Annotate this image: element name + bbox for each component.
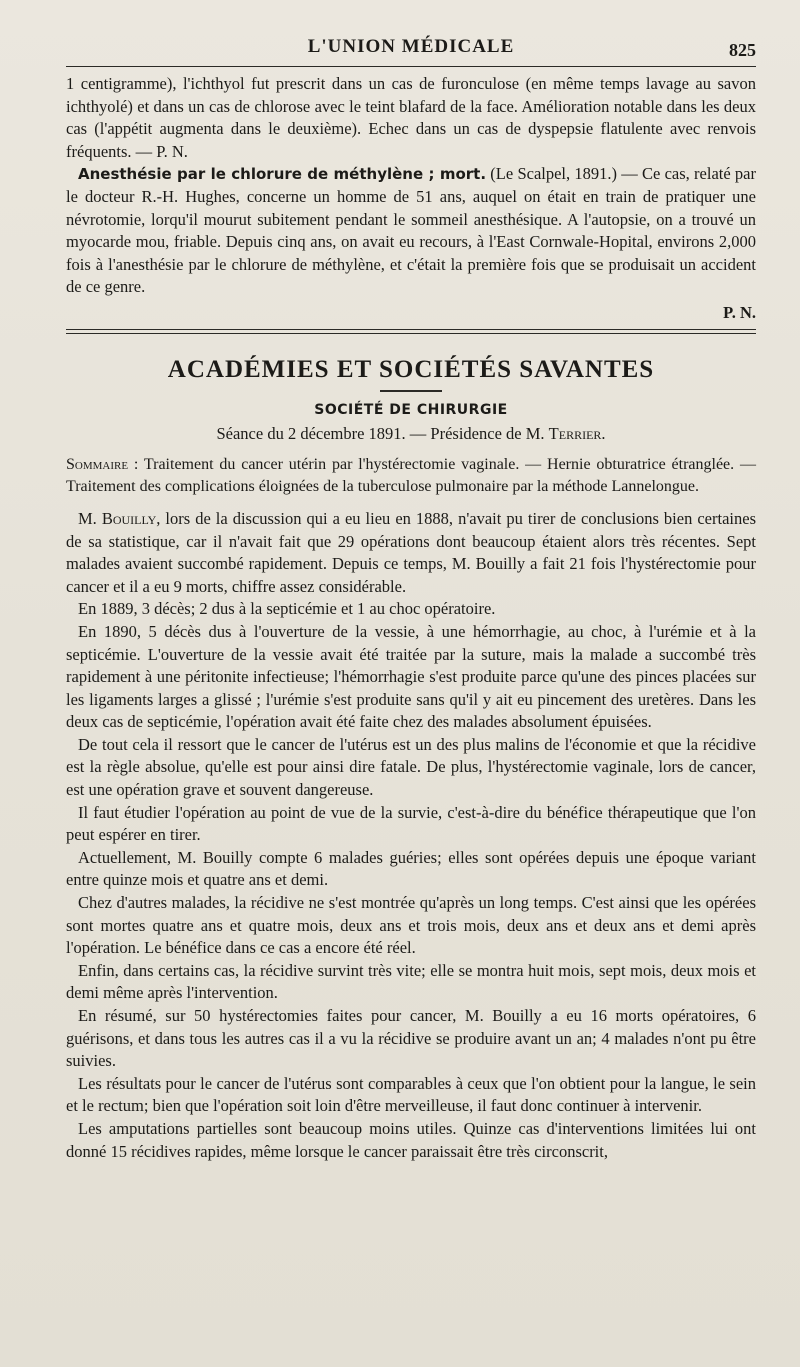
body-paragraph-1 [66, 508, 756, 598]
ichthyol-paragraph: 1 centigramme), l'ichthyol fut prescrit dans un cas de furonculose (en même temps lavage au savon ichthyolé) et dans un cas de chlorose avec le teint blafard de la face. Amélioration notable dans les deux cas (l'appétit augmenta dans le deuxième). Echec dans un cas de dyspepsie flatulente avec renvois fréquents. — P. N. [66, 74, 756, 161]
section-title: ACADÉMIES ET SOCIÉTÉS SAVANTES [167, 355, 655, 383]
anesthesia-text: (Le Scalpel, 1891.) — Ce cas, relaté par le docteur R.-H. Hughes, concerne un homme de 51 ans, auquel on était en train de pratiquer une névrotomie, lorqu'il mourut subitement pendant le sommeil anesthésique. A l'autopsie, on a trouvé un myocarde mou, friable. Depuis cinq ans, on avait eu recours, à l'East Cornwale-Hopital, environs 2,000 fois à l'anesthésie par le chlorure de méthylène, et c'était la première fois que se produisait un accident de ce genre. [66, 164, 756, 297]
page-number: 825 [729, 40, 756, 60]
body-paragraph-3: En 1890, 5 décès dus à l'ouverture de la vessie, à une hémorrhagie, au choc, à l'urémie et à la septicémie. L'ouverture de la vessie avait été traitée par la suture, mais la malade a succombé très rapidement à une péritonite infectieuse; l'hémorrhagie s'est produite parce qu'une des pinces placées sur les ligaments larges a glissé ; l'urémie s'est produite sans qu'il y ait eu pincement des uretères. Dans les deux cas de septicémie, l'opération avait été faite chez des malades absolument épuisées. [66, 621, 756, 732]
body-paragraph-4: De tout cela il ressort que le cancer de l'utérus est un des plus malins de l'économie et que la récidive est la règle absolue, qu'elle est pour ainsi dire fatale. De plus, l'hystérectomie vaginale, lors de cancer, est une opération grave et souvent dangereuse. [66, 734, 756, 800]
society-name: SOCIÉTÉ DE CHIRURGIE [314, 401, 508, 418]
body-paragraph-1-text: , lors de la discussion qui a eu lieu en 1888, n'avait pu tirer de conclusions bien certaines de sa statistique, car il n'avait fait que 29 opérations dont beaucoup étaient alors très récentes. Sept malades avaient succombé rapidement. Depuis ce temps, M. Bouilly a fait 21 fois l'hystérectomie pour cancer et il a eu 9 morts, chiffre assez considérable. [66, 508, 756, 596]
body-paragraph-8: Enfin, dans certains cas, la récidive survint très vite; elle se montra huit mois, sept mois, deux mois et demi même après l'intervention. [66, 960, 756, 1003]
signature: P. N. [723, 302, 756, 322]
page-header [66, 28, 756, 62]
header-rule [66, 66, 756, 67]
session-text: Séance du 2 décembre 1891. — Présidence de M. [216, 423, 549, 443]
anesthesia-paragraph [66, 163, 756, 299]
body-paragraph-6: Actuellement, M. Bouilly compte 6 malades guéries; elles sont opérées depuis une époque variant entre quinze mois et quatre ans et demi. [66, 847, 756, 890]
title-rule [380, 390, 442, 392]
summary-text: : Traitement du cancer utérin par l'hystérectomie vaginale. — Hernie obturatrice étranglée. — Traitement des complications éloignées de la tuberculose pulmonaire par la méthode Lannelongue. [66, 455, 756, 495]
body-paragraph-9: En résumé, sur 50 hystérectomies faites pour cancer, M. Bouilly a eu 16 morts opératoires, 6 guérisons, et dans tous les autres cas il a vu la récidive se produire avant un an; 4 malades n'ont pu être suivies. [66, 1006, 756, 1071]
body-paragraph-11: Les amputations partielles sont beaucoup moins utiles. Quinze cas d'interventions limitées lui ont donné 15 récidives rapides, même lorsque le cancer paraissait être très circonscrit, [66, 1118, 756, 1161]
president-name: Terrier. [548, 423, 606, 443]
body-paragraph-2: En 1889, 3 décès; 2 dus à la septicémie et 1 au choc opératoire. [78, 599, 496, 619]
body-paragraph-7: Chez d'autres malades, la récidive ne s'est montrée qu'après un long temps. C'est ainsi que les opérées sont mortes quatre ans et quatre mois, deux ans et trois mois, deux ans et deux ans et demi après l'opération. Le bénéfice dans ce cas a encore été réel. [66, 893, 756, 958]
article-body [66, 508, 756, 1163]
running-title: L'UNION MÉDICALE [307, 36, 515, 57]
body-paragraph-10: Les résultats pour le cancer de l'utérus sont comparables à ceux que l'on obtient pour la langue, le sein et le rectum; bien que l'opération soit loin d'être merveilleuse, il faut donc continuer à intervenir. [66, 1073, 756, 1116]
body-paragraph-5: Il faut étudier l'opération au point de vue de la survie, c'est-à-dire du bénéfice thérapeutique que l'on peut espérer en tirer. [66, 802, 756, 845]
summary [66, 454, 756, 498]
summary-label: Sommaire [66, 455, 129, 473]
session-line [66, 424, 756, 444]
speaker-name: M. Bouilly [78, 508, 157, 528]
section-divider [66, 329, 756, 334]
anesthesia-heading: Anesthésie par le chlorure de méthylène ; mort. [78, 165, 487, 184]
